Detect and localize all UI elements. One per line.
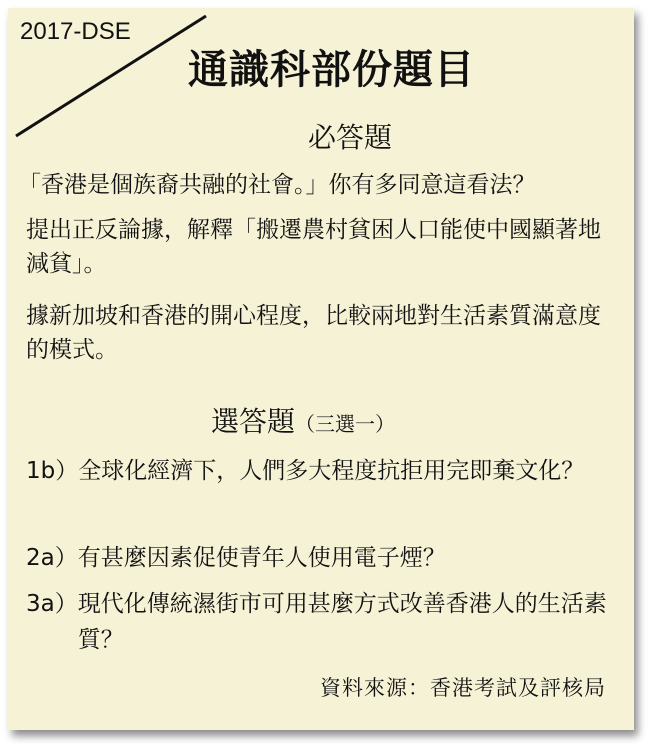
exam-tag: 2017-DSE [20,18,131,45]
elective-question-3a [26,586,616,658]
question-number: 1b） [26,458,79,484]
source-credit: 資料來源：香港考試及評核局 [320,676,606,700]
compulsory-question-2: 提出正反論據，解釋「搬遷農村貧困人口能使中國顯著地減貧」。 [26,217,601,277]
elective-heading-note: （三選一） [295,412,396,436]
question-text: 全球化經濟下，人們多大程度抗拒用完即棄文化？ [78,458,585,484]
question-text: 現代化傳統濕街市可用甚麼方式改善香港人的生活素質？ [77,591,607,653]
elective-question-1b [26,453,616,489]
compulsory-heading: 必答題 [308,121,393,154]
exam-card [8,8,634,730]
question-number: 3a） [26,591,78,617]
compulsory-question-1: 「香港是個族裔共融的社會。」你有多同意這看法？ [18,172,536,198]
question-text: 有甚麼因素促使青年人使用電子煙？ [77,545,446,571]
elective-heading [211,400,395,440]
compulsory-question-3: 據新加坡和香港的開心程度，比較兩地對生活素質滿意度的模式。 [26,303,601,363]
elective-heading-label: 選答題 [211,405,296,438]
page-title: 通識科部份題目 [188,47,475,93]
question-number: 2a） [26,545,78,571]
elective-question-2a [26,540,616,576]
